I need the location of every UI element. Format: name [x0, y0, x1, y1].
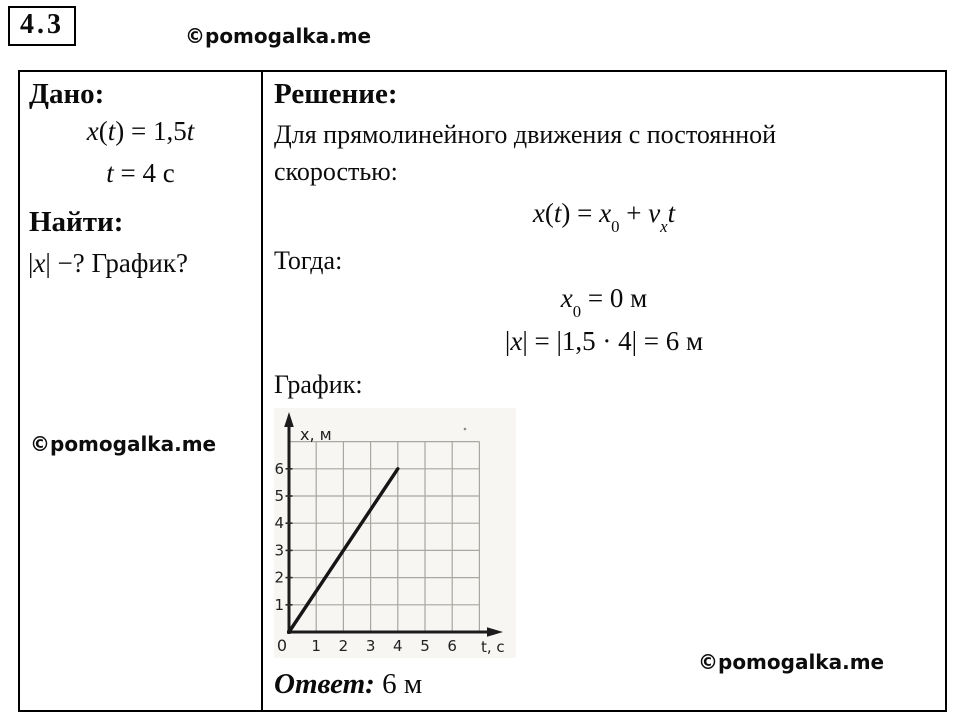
- given-formula-xt: x(t) = 1,5t: [86, 116, 195, 146]
- x-tick-1: 1: [311, 637, 321, 655]
- given-heading: Дано:: [29, 78, 105, 110]
- watermark-left: ©pomogalka.me: [30, 432, 217, 456]
- problem-number: 4.3: [20, 9, 64, 40]
- position-time-graph: [274, 408, 516, 658]
- motion-formula: $x(t) = x_0 + v_xt$: [532, 198, 676, 237]
- graph-label: График:: [274, 370, 363, 399]
- y-tick-4: 4: [274, 514, 284, 533]
- x-tick-2: 2: [338, 637, 349, 655]
- x-axis-label: t, с: [481, 638, 505, 656]
- given-formula-t: t = 4 с: [106, 158, 175, 188]
- x-tick-3: 3: [365, 637, 376, 655]
- then-label: Тогда:: [274, 246, 343, 275]
- solution-intro-line1: Для прямолинейного движения с постоянной: [274, 120, 777, 149]
- x0-formula: $x_0 = 0$ м: [560, 283, 648, 322]
- y-tick-1: 1: [274, 595, 284, 614]
- solution-table: [18, 70, 947, 712]
- find-line: |x| −? График?: [28, 248, 188, 278]
- solution-heading: Решение:: [274, 78, 398, 110]
- given-column: [20, 72, 263, 710]
- solution-column: [263, 72, 945, 710]
- watermark-bottom: ©pomogalka.me: [698, 650, 885, 674]
- answer-value: 6 м: [382, 668, 423, 700]
- y-tick-3: 3: [274, 541, 284, 560]
- answer-line: [274, 668, 422, 701]
- result-formula: |x| = |1,5 · 4| = 6 м: [504, 326, 704, 356]
- solution-intro: [274, 116, 776, 190]
- y-tick-5: 5: [274, 487, 284, 505]
- y-tick-2: 2: [274, 568, 284, 587]
- y-tick-6: 6: [274, 459, 284, 478]
- y-axis-label: x, м: [300, 425, 332, 444]
- watermark-top: ©pomogalka.me: [185, 24, 372, 48]
- answer-label: Ответ:: [274, 668, 375, 700]
- x-tick-4: 4: [393, 637, 403, 655]
- solution-intro-line2: скоростью:: [274, 157, 398, 186]
- scan-speck: [464, 428, 467, 431]
- origin-label: 0: [276, 636, 288, 655]
- find-heading: Найти:: [29, 206, 124, 238]
- x-tick-6: 6: [447, 637, 457, 655]
- problem-number-box: [8, 6, 76, 46]
- x-tick-5: 5: [420, 637, 430, 655]
